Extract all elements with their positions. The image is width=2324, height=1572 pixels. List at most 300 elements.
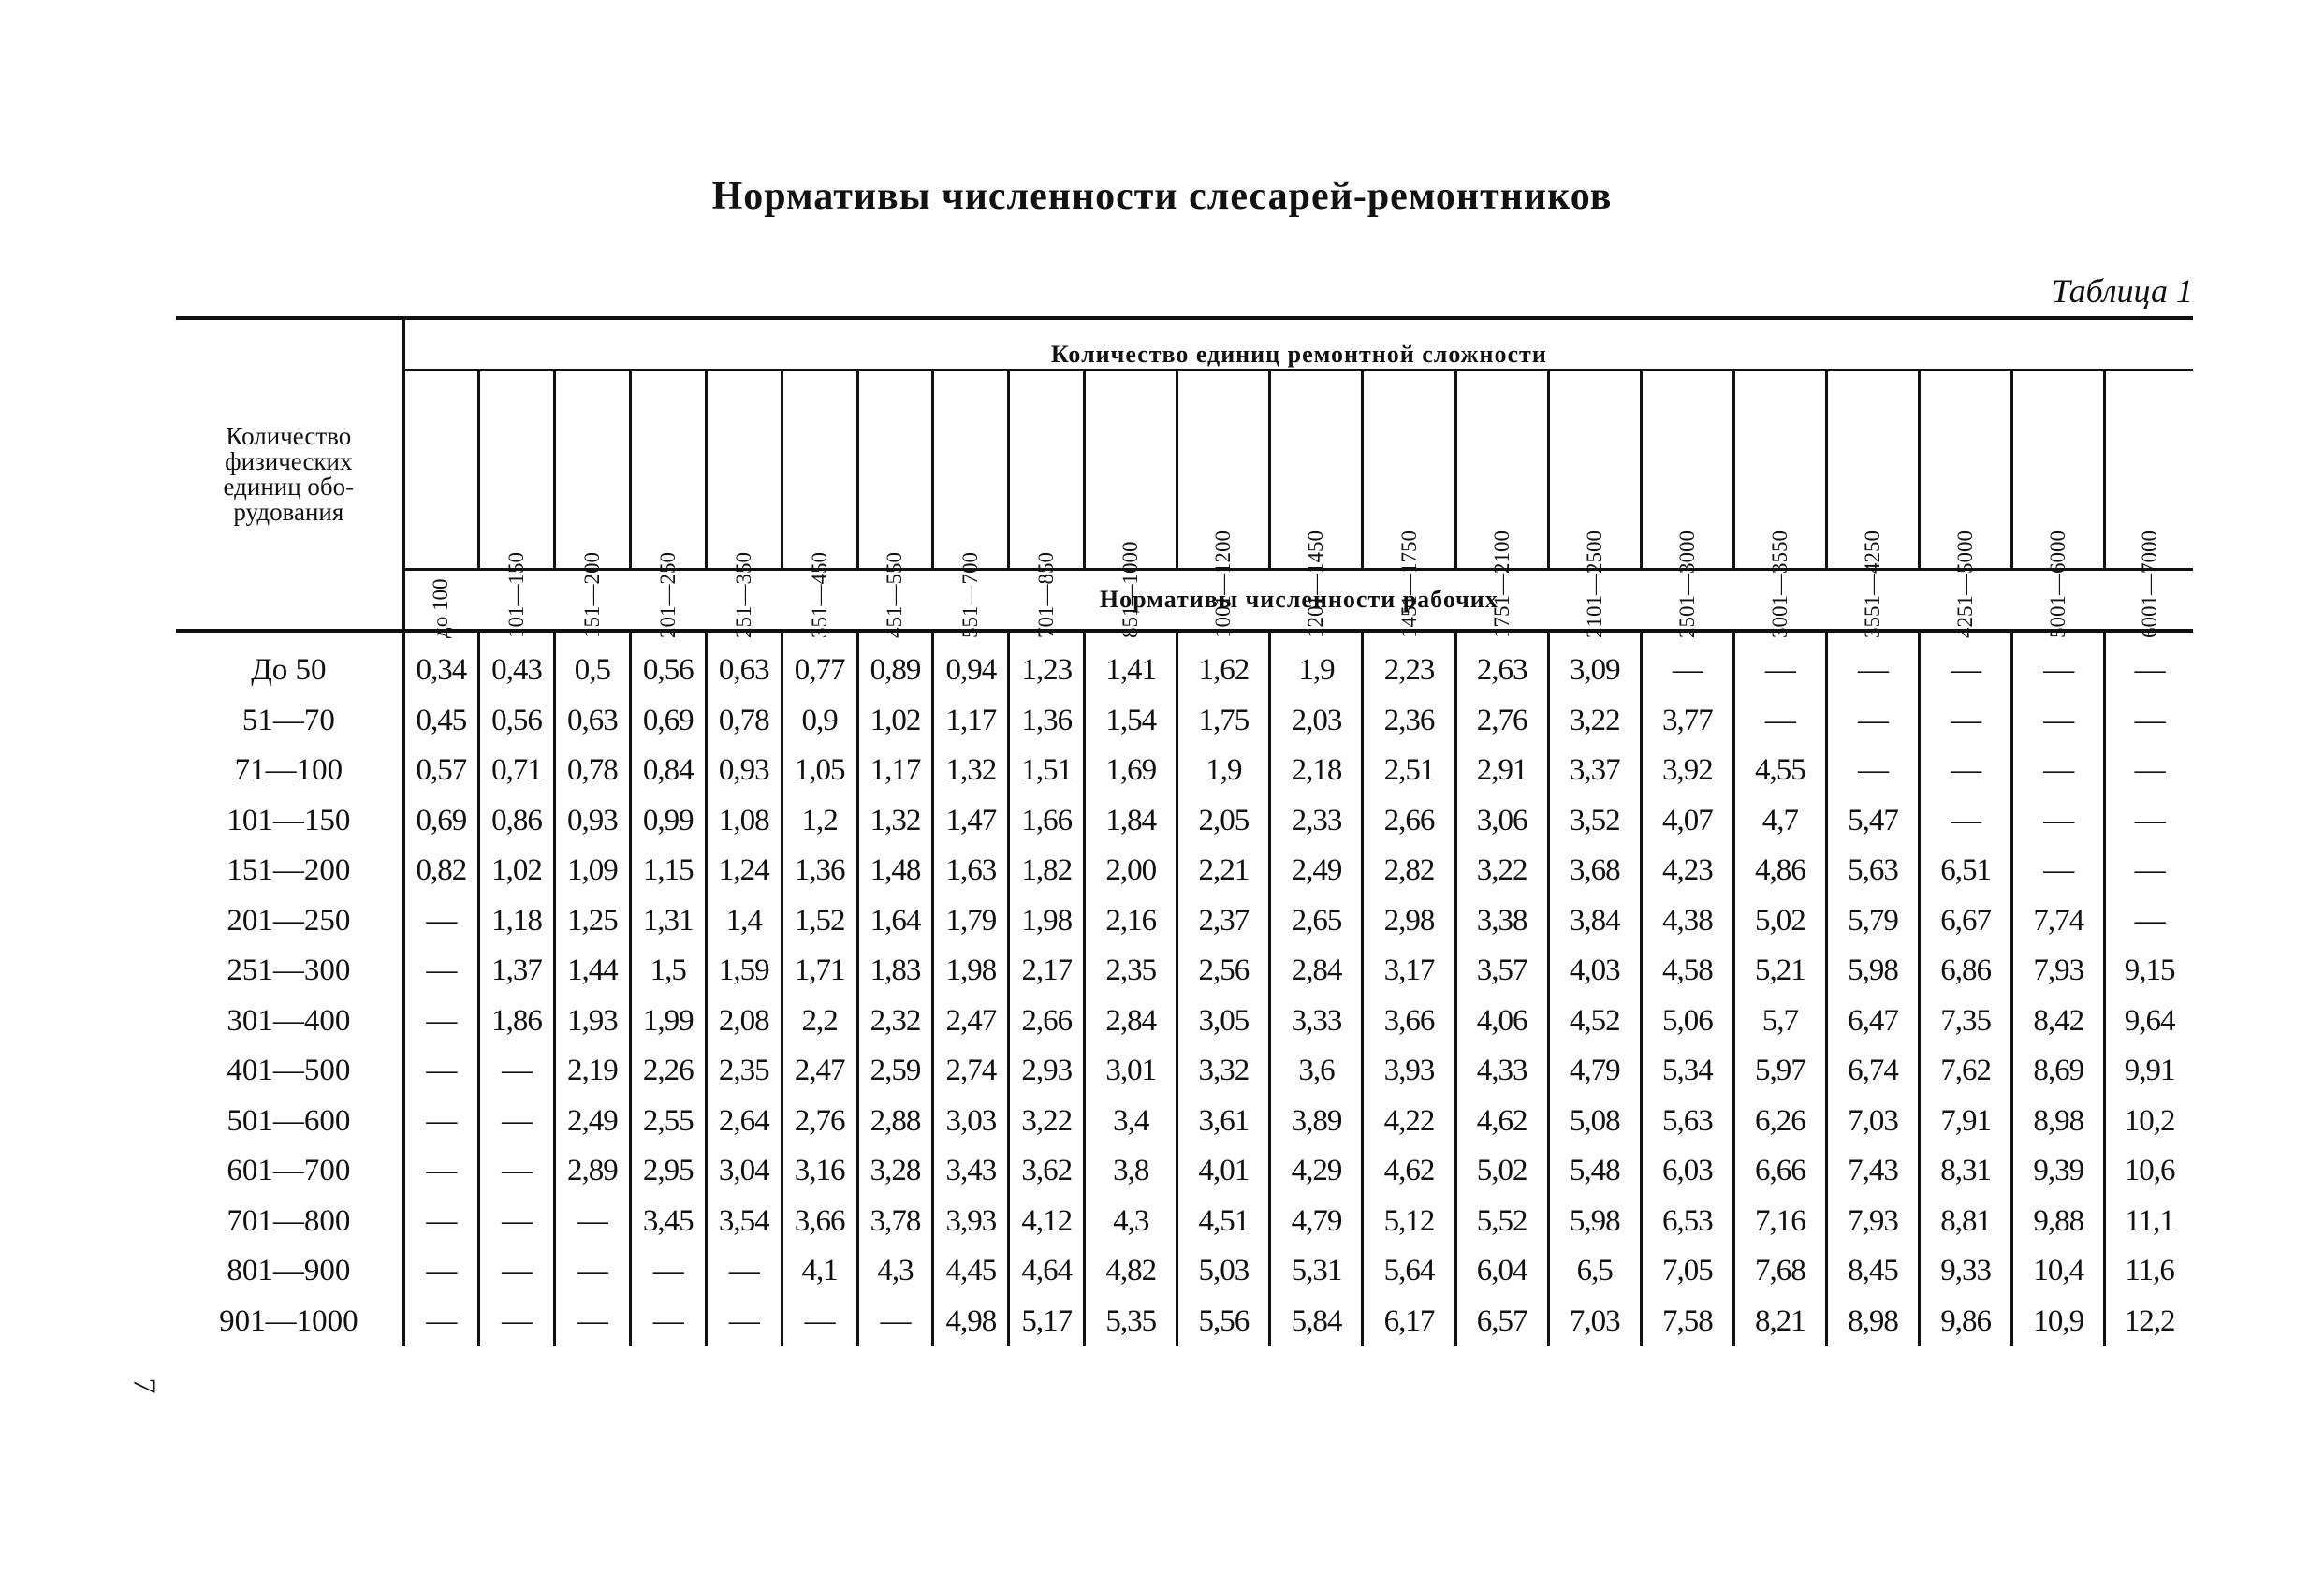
table-cell: 1,25 [554, 896, 630, 947]
table-cell: 0,57 [416, 753, 467, 788]
table-cell: 1,51 [1009, 746, 1085, 796]
table-cell: — [426, 1154, 457, 1188]
table-cell: 5,64 [1363, 1246, 1455, 1297]
table-cell: 2,74 [933, 1046, 1009, 1097]
table-cell: 8,31 [1920, 1146, 2012, 1197]
column-header-label: 1751—2100 [1489, 531, 1513, 638]
column-header-label: 6001—7000 [2137, 531, 2161, 638]
row-label: 601—700 [176, 1146, 403, 1197]
table-row [176, 1197, 2193, 1247]
table-cell: 0,99 [630, 796, 706, 847]
table-cell: — [2105, 746, 2193, 796]
row-label: 901—1000 [176, 1297, 403, 1347]
table-cell: — [479, 1046, 555, 1097]
table-cell: 1,17 [933, 696, 1009, 747]
table-cell: 3,66 [782, 1197, 857, 1247]
table-cell: 4,38 [1641, 896, 1733, 947]
table-cell: 9,39 [2012, 1146, 2105, 1197]
table-cell: 12,2 [2105, 1297, 2193, 1347]
table-cell: 9,88 [2012, 1197, 2105, 1247]
table-cell: 6,67 [1920, 896, 2012, 947]
table-cell: 2,23 [1363, 631, 1455, 696]
column-header-label: до 100 [429, 578, 453, 638]
table-cell: 5,63 [1826, 846, 1919, 896]
table-cell: 2,35 [1085, 946, 1177, 997]
table-cell: 0,43 [479, 631, 555, 696]
table-cell: 3,93 [1363, 1046, 1455, 1097]
row-label: 251—300 [176, 946, 403, 997]
table-cell: 0,56 [479, 696, 555, 747]
table-cell: 1,48 [857, 846, 933, 896]
row-label: 51—70 [176, 696, 403, 747]
table-cell: 1,31 [630, 896, 706, 947]
table-cell: 4,12 [1009, 1197, 1085, 1247]
table-cell: 4,06 [1455, 997, 1548, 1047]
table-cell: 8,81 [1920, 1197, 2012, 1247]
table-cell: 3,89 [1270, 1097, 1363, 1147]
column-header-label: 151—200 [579, 552, 604, 638]
table-cell: 1,02 [857, 696, 933, 747]
table-row [176, 1146, 2193, 1197]
table-cell: — [2105, 631, 2193, 696]
table-cell: 3,22 [1548, 696, 1641, 747]
table-cell: 5,31 [1270, 1246, 1363, 1297]
table-cell: 2,89 [554, 1146, 630, 1197]
column-header-label: 3001—3550 [1767, 531, 1791, 638]
table-cell: 2,00 [1085, 846, 1177, 896]
table-cell: 5,79 [1826, 896, 1919, 947]
table-cell: 1,47 [933, 796, 1009, 847]
table-cell: 3,38 [1455, 896, 1548, 947]
table-cell: 5,02 [1733, 896, 1826, 947]
table-row [176, 796, 2193, 847]
table-cell: 3,61 [1177, 1097, 1270, 1147]
table-cell: — [479, 1097, 555, 1147]
table-cell: 1,84 [1085, 796, 1177, 847]
table-cell: 3,05 [1177, 997, 1270, 1047]
table-cell: — [426, 1303, 457, 1338]
table-cell: 1,79 [933, 896, 1009, 947]
table-cell: — [782, 1297, 857, 1347]
row-label: 401—500 [176, 1046, 403, 1097]
row-label: 801—900 [176, 1246, 403, 1297]
table-cell: 0,71 [479, 746, 555, 796]
table-cell: 2,93 [1009, 1046, 1085, 1097]
table-cell: 9,86 [1920, 1297, 2012, 1347]
table-cell: 9,64 [2105, 997, 2193, 1047]
table-cell: 1,41 [1085, 631, 1177, 696]
table-cell: — [2012, 746, 2105, 796]
table-cell: 0,82 [416, 853, 467, 888]
table-cell: 1,71 [782, 946, 857, 997]
table-cell: 4,03 [1548, 946, 1641, 997]
table-cell: 0,93 [706, 746, 782, 796]
table-cell: 2,26 [630, 1046, 706, 1097]
table-cell: 7,43 [1826, 1146, 1919, 1197]
column-header [1826, 371, 1919, 638]
table-cell: 0,34 [416, 653, 467, 688]
table-cell: 5,98 [1548, 1197, 1641, 1247]
row-label: 71—100 [176, 746, 403, 796]
table-cell: 3,54 [706, 1197, 782, 1247]
table-cell: 3,52 [1548, 796, 1641, 847]
table-cell: — [1826, 696, 1919, 747]
column-header-label: 201—250 [655, 552, 680, 638]
table-row [176, 946, 2193, 997]
table-cell: 8,42 [2012, 997, 2105, 1047]
table-cell: 4,29 [1270, 1146, 1363, 1197]
table-cell: 3,8 [1085, 1146, 1177, 1197]
table-cell: 4,1 [782, 1246, 857, 1297]
table-cell: 10,6 [2105, 1146, 2193, 1197]
footer-header: Нормативы численности рабочих [403, 570, 2193, 632]
table-cell: 3,92 [1641, 746, 1733, 796]
table-cell: 1,62 [1177, 631, 1270, 696]
table-cell: 1,17 [857, 746, 933, 796]
table-cell: 11,6 [2105, 1246, 2193, 1297]
table-cell: 2,47 [933, 997, 1009, 1047]
table-cell: 7,93 [1826, 1197, 1919, 1247]
row-header: Количество физических единиц обо- рудования [223, 422, 355, 526]
table-cell: 5,34 [1641, 1046, 1733, 1097]
table-cell: 7,16 [1733, 1197, 1826, 1247]
table-cell: 4,82 [1085, 1246, 1177, 1297]
table-cell: 6,03 [1641, 1146, 1733, 1197]
table-cell: 2,08 [706, 997, 782, 1047]
table-cell: 5,56 [1177, 1297, 1270, 1347]
table-cell: 3,37 [1548, 746, 1641, 796]
table-cell: 5,47 [1826, 796, 1919, 847]
column-header [554, 371, 630, 638]
table-cell: 3,6 [1270, 1046, 1363, 1097]
table-cell: 2,59 [857, 1046, 933, 1097]
table-cell: — [630, 1297, 706, 1347]
table-label: Таблица 1 [2051, 272, 2193, 310]
row-label: 301—400 [176, 997, 403, 1047]
column-header-label: 4251—5000 [1953, 531, 1978, 638]
table-cell: 3,32 [1177, 1046, 1270, 1097]
table-cell: 6,26 [1733, 1097, 1826, 1147]
table-cell: 3,22 [1009, 1097, 1085, 1147]
table-cell: 7,35 [1920, 997, 2012, 1047]
column-header [479, 371, 555, 638]
column-header-label: 851—1000 [1118, 541, 1143, 638]
table-cell: 1,32 [933, 746, 1009, 796]
table-cell: — [630, 1246, 706, 1297]
table-cell: 2,66 [1363, 796, 1455, 847]
table-cell: 2,98 [1363, 896, 1455, 947]
table-cell: 1,02 [479, 846, 555, 896]
table-cell: 1,9 [1270, 631, 1363, 696]
table-cell: 1,69 [1085, 746, 1177, 796]
table-cell: 1,82 [1009, 846, 1085, 896]
table-cell: 4,33 [1455, 1046, 1548, 1097]
table-cell: 1,08 [706, 796, 782, 847]
table-cell: — [1733, 631, 1826, 696]
table-cell: 0,63 [706, 631, 782, 696]
table-cell: 0,78 [706, 696, 782, 747]
table-cell: — [1826, 746, 1919, 796]
table-cell: 4,79 [1548, 1046, 1641, 1097]
table-cell: — [706, 1297, 782, 1347]
table-cell: 6,53 [1641, 1197, 1733, 1247]
column-header-label: 3551—4250 [1861, 531, 1884, 638]
table-cell: — [1920, 696, 2012, 747]
table-cell: 1,44 [554, 946, 630, 997]
table-cell: 3,77 [1641, 696, 1733, 747]
table-cell: — [2105, 896, 2193, 947]
table-cell: 10,4 [2012, 1246, 2105, 1297]
table-cell: 3,04 [706, 1146, 782, 1197]
table-cell: 1,54 [1085, 696, 1177, 747]
table-cell: — [426, 1054, 457, 1088]
table-cell: 2,88 [857, 1097, 933, 1147]
table-cell: 2,47 [782, 1046, 857, 1097]
row-label: 701—800 [176, 1197, 403, 1247]
table-cell: 0,78 [554, 746, 630, 796]
table-cell: — [2105, 846, 2193, 896]
table-cell: 1,63 [933, 846, 1009, 896]
table-cell: — [426, 953, 457, 988]
table-cell: 0,94 [933, 631, 1009, 696]
table-cell: 5,48 [1548, 1146, 1641, 1197]
table-cell: 3,45 [630, 1197, 706, 1247]
column-header [857, 371, 933, 638]
table-cell: 5,03 [1177, 1246, 1270, 1297]
column-header-label: 5001—6000 [2046, 531, 2070, 638]
table-cell: 1,37 [479, 946, 555, 997]
table-row [176, 846, 2193, 896]
table-cell: 6,04 [1455, 1246, 1548, 1297]
column-header-label: 251—350 [731, 552, 755, 638]
table-cell: 2,36 [1363, 696, 1455, 747]
table-cell: 1,23 [1009, 631, 1085, 696]
table-cell: — [1920, 746, 2012, 796]
table-cell: 1,36 [782, 846, 857, 896]
table-cell: 0,77 [782, 631, 857, 696]
table-cell: 3,84 [1548, 896, 1641, 947]
table-cell: 7,03 [1826, 1097, 1919, 1147]
table-cell: 8,21 [1733, 1297, 1826, 1347]
table-cell: 2,63 [1455, 631, 1548, 696]
table-cell: 9,91 [2105, 1046, 2193, 1097]
table-cell: 5,06 [1641, 997, 1733, 1047]
table-cell: 5,98 [1826, 946, 1919, 997]
table-row [176, 746, 2193, 796]
table-cell: 0,5 [554, 631, 630, 696]
table-cell: 3,33 [1270, 997, 1363, 1047]
table-cell: 2,35 [706, 1046, 782, 1097]
table-cell: 1,64 [857, 896, 933, 947]
table-cell: 4,23 [1641, 846, 1733, 896]
page-number: 7 [126, 1377, 162, 1394]
column-header [1548, 371, 1641, 638]
table-cell: 0,89 [857, 631, 933, 696]
table-cell: 2,21 [1177, 846, 1270, 896]
table-cell: 3,78 [857, 1197, 933, 1247]
table-cell: 4,58 [1641, 946, 1733, 997]
table-cell: 1,75 [1177, 696, 1270, 747]
table-body [176, 631, 2193, 1346]
table-cell: 2,56 [1177, 946, 1270, 997]
table-row [176, 896, 2193, 947]
table-cell: 7,93 [2012, 946, 2105, 997]
table-cell: 1,24 [706, 846, 782, 896]
table-cell: 4,98 [933, 1297, 1009, 1347]
table-cell: 0,69 [416, 803, 467, 837]
table-cell: 1,9 [1177, 746, 1270, 796]
table-cell: 10,9 [2012, 1297, 2105, 1347]
table-cell: 5,7 [1733, 997, 1826, 1047]
table-cell: 3,09 [1548, 631, 1641, 696]
table-row [176, 997, 2193, 1047]
table-row [176, 1246, 2193, 1297]
column-header [782, 371, 857, 638]
table-cell: 6,17 [1363, 1297, 1455, 1347]
table-cell: 2,95 [630, 1146, 706, 1197]
table-cell: 3,28 [857, 1146, 933, 1197]
table-cell: — [479, 1246, 555, 1297]
table-cell: 3,68 [1548, 846, 1641, 896]
table-cell: 1,93 [554, 997, 630, 1047]
table-cell: 5,63 [1641, 1097, 1733, 1147]
table-cell: 4,55 [1733, 746, 1826, 796]
table-cell: 4,52 [1548, 997, 1641, 1047]
table-cell: 1,86 [479, 997, 555, 1047]
table-cell: 6,74 [1826, 1046, 1919, 1097]
table-cell: 2,76 [782, 1097, 857, 1147]
table-cell: 2,84 [1270, 946, 1363, 997]
row-label: До 50 [176, 631, 403, 696]
column-header [1270, 371, 1363, 638]
table-cell: — [554, 1197, 630, 1247]
table-cell: 1,09 [554, 846, 630, 896]
table-row [176, 1046, 2193, 1097]
table-cell: — [426, 1003, 457, 1038]
table-cell: 3,16 [782, 1146, 857, 1197]
table-cell: 1,59 [706, 946, 782, 997]
table-cell: — [479, 1146, 555, 1197]
row-header-cell [176, 318, 403, 631]
column-header [933, 371, 1009, 638]
table-cell: 8,98 [2012, 1097, 2105, 1147]
table-cell: 5,35 [1085, 1297, 1177, 1347]
table-cell: 3,22 [1455, 846, 1548, 896]
table-cell: 6,5 [1548, 1246, 1641, 1297]
table-cell: 2,55 [630, 1097, 706, 1147]
table-cell: 2,32 [857, 997, 933, 1047]
column-header [630, 371, 706, 638]
table-cell: — [554, 1246, 630, 1297]
table-cell: 5,21 [1733, 946, 1826, 997]
table-cell: — [2012, 796, 2105, 847]
table-cell: 2,33 [1270, 796, 1363, 847]
table-cell: — [2012, 846, 2105, 896]
table-cell: 5,52 [1455, 1197, 1548, 1247]
column-header-label: 451—550 [883, 552, 907, 638]
table-cell: 6,66 [1733, 1146, 1826, 1197]
table-cell: 0,63 [554, 696, 630, 747]
column-header [2012, 371, 2105, 638]
table-cell: — [426, 1254, 457, 1288]
table-cell: 1,98 [933, 946, 1009, 997]
table-row [176, 631, 2193, 696]
table-cell: 1,52 [782, 896, 857, 947]
column-header [1733, 371, 1826, 638]
table-cell: 0,84 [630, 746, 706, 796]
table-cell: 6,86 [1920, 946, 2012, 997]
row-label: 151—200 [176, 846, 403, 896]
column-header [1009, 371, 1085, 638]
table-cell: 0,69 [630, 696, 706, 747]
row-label: 201—250 [176, 896, 403, 947]
table-cell: 2,82 [1363, 846, 1455, 896]
table-cell: 7,62 [1920, 1046, 2012, 1097]
table-cell: — [1826, 631, 1919, 696]
column-header-label: 551—700 [958, 552, 983, 638]
table-cell: 1,4 [706, 896, 782, 947]
table-cell: — [1920, 631, 2012, 696]
row-label: 101—150 [176, 796, 403, 847]
table-cell: 2,51 [1363, 746, 1455, 796]
table-cell: 2,65 [1270, 896, 1363, 947]
table-cell: 4,64 [1009, 1246, 1085, 1297]
table-cell: 2,37 [1177, 896, 1270, 947]
table-cell: 3,93 [933, 1197, 1009, 1247]
column-header [1177, 371, 1270, 638]
column-header [403, 371, 479, 638]
table-cell: 5,12 [1363, 1197, 1455, 1247]
table-cell: 0,45 [416, 703, 467, 737]
table-cell: — [2012, 696, 2105, 747]
table-cell: 11,1 [2105, 1197, 2193, 1247]
column-header-label: 1001—1200 [1211, 531, 1235, 638]
table-cell: 0,56 [630, 631, 706, 696]
row-label: 501—600 [176, 1097, 403, 1147]
table-cell: 3,4 [1085, 1097, 1177, 1147]
group-header: Количество единиц ремонтной сложности [403, 318, 2193, 371]
table-cell: 0,9 [782, 696, 857, 747]
table-cell: — [426, 1203, 457, 1238]
column-header [1920, 371, 2012, 638]
column-header [2105, 371, 2193, 638]
table-cell: 1,18 [479, 896, 555, 947]
table-cell: 2,03 [1270, 696, 1363, 747]
table-cell: 4,22 [1363, 1097, 1455, 1147]
table-cell: 1,32 [857, 796, 933, 847]
table-cell: 4,07 [1641, 796, 1733, 847]
table-cell: 3,17 [1363, 946, 1455, 997]
table-cell: 2,18 [1270, 746, 1363, 796]
table-cell: 4,7 [1733, 796, 1826, 847]
table-cell: 6,51 [1920, 846, 2012, 896]
table-cell: 2,84 [1085, 997, 1177, 1047]
column-header-label: 1201—1450 [1304, 531, 1328, 638]
table-cell: 4,45 [933, 1246, 1009, 1297]
table-cell: 2,64 [706, 1097, 782, 1147]
column-header-label: 2501—3000 [1674, 531, 1699, 638]
table-cell: 7,03 [1548, 1297, 1641, 1347]
column-header [1641, 371, 1733, 638]
table-row [176, 696, 2193, 747]
table-cell: 8,69 [2012, 1046, 2105, 1097]
table-cell: 1,99 [630, 997, 706, 1047]
table-cell: 2,49 [554, 1097, 630, 1147]
table-cell: 4,86 [1733, 846, 1826, 896]
table-cell: 2,16 [1085, 896, 1177, 947]
table-row [176, 1297, 2193, 1347]
table-cell: — [2105, 796, 2193, 847]
